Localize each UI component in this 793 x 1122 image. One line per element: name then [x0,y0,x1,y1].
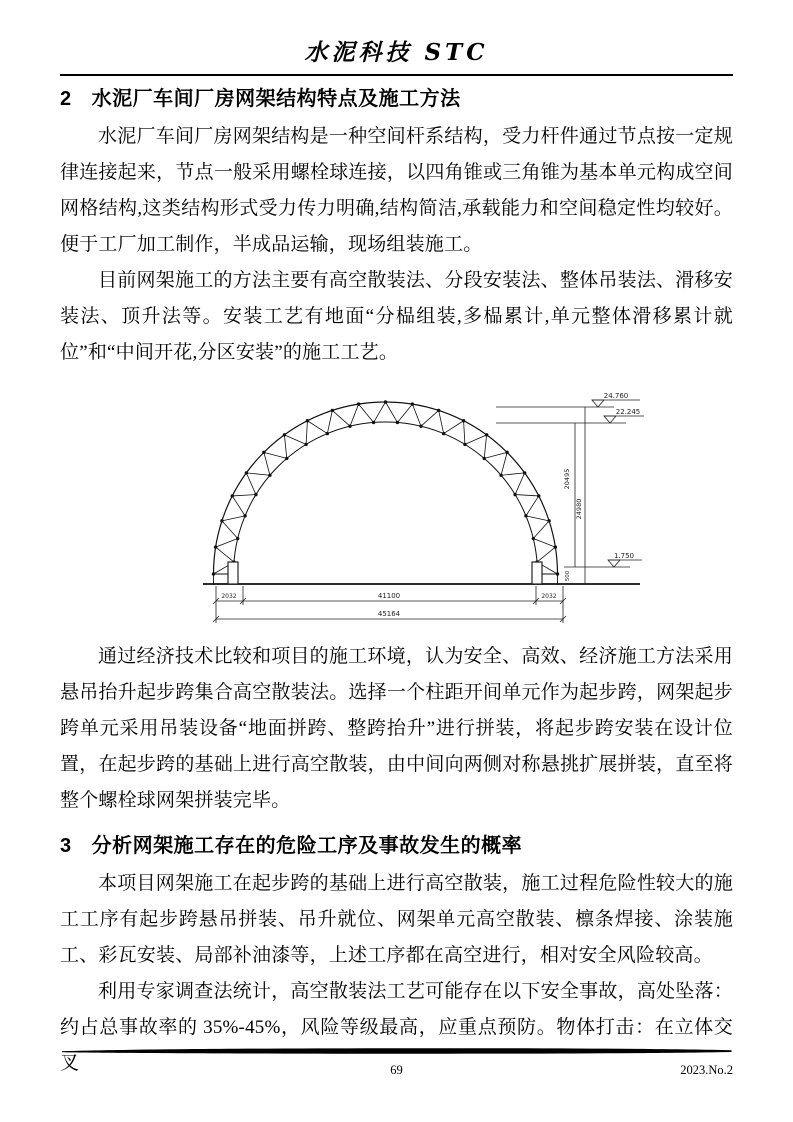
dim-elevation-mid: 22.245 [615,408,641,416]
paragraph-method-selection: 通过经济技术比较和项目的施工环境，认为安全、高效、经济施工方法采用悬吊抬升起步跨集合高空散装法。选择一个柱距开间单元作为起步跨，网架起步跨单元采用吊装设备“地面拼跨、整跨抬升”进行拼装，将起步跨安装在设计位置，在起步跨的基础上进行高空散装，由中间向两侧对称悬挑扩展拼装，直至将整个螺栓球网架拼装完毕。 [60,646,733,811]
arch-truss-svg [178,379,648,631]
paragraph-accident-statistics: 利用专家调查法统计，高空散装法工艺可能存在以下安全事故，高处坠落：约占总事故率的 35%-45%，风险等级最高，应重点预防。物体打击：在立体交叉 [60,981,733,1074]
dim-elevation-top: 24.760 [603,392,629,400]
dim-vertical-mid: 20495 [563,468,571,490]
footer-row [60,1063,733,1078]
page-number: 69 [390,1063,403,1077]
section-title: 分析网架施工存在的危险工序及事故发生的概率 [91,835,523,857]
section-number: 2 [60,88,72,110]
paragraph-risk-processes: 本项目网架施工在起步跨的基础上进行高空散装，施工过程危险性较大的施工工序有起步跨悬吊拼装、吊升就位、网架单元高空散装、檩条焊接、涂装施工、彩瓦安装、局部补油漆等，上述工序都在高空进行，相对安全风险较高。 [60,873,733,966]
arch-truss-diagram [212,400,559,585]
footer-spacer [60,1063,284,1078]
left-support-column [228,562,238,584]
dim-vertical-small: 500 [565,570,571,582]
paragraph-structure-features: 水泥厂车间厂房网架结构是一种空间杆系结构，受力杆件通过节点按一定规律连接起来，节点一般采用螺栓球连接，以四角锥或三角锥为基本单元构成空间网格结构,这类结构形式受力传力明确,结构简洁,承载能力和空间稳定性均较好。便于工厂加工制作，半成品运输，现场组装施工。 [60,126,733,255]
dim-elevation-base: 1.750 [613,552,635,560]
section-heading-2 [60,82,733,111]
issue-label: 2023.No.2 [680,1063,733,1077]
section-number: 3 [60,835,72,857]
footer-rule [60,1047,733,1055]
dim-span-total: 45164 [377,610,401,618]
dim-span-right: 2032 [541,593,557,600]
right-support-column [532,562,542,584]
header-rule [60,74,733,76]
arch-truss-figure [178,379,648,631]
page-footer [60,1042,733,1078]
paragraph-construction-methods: 目前网架施工的方法主要有高空散装法、分段安装法、整体吊装法、滑移安装法、顶升法等。安装工艺有地面“分榀组装,多榀累计,单元整体滑移累计就位”和“中间开花,分区安装”的施工工艺。 [60,270,733,363]
section-title: 水泥厂车间厂房网架结构特点及施工方法 [91,88,461,110]
dim-vertical-total: 24980 [575,498,583,520]
journal-title: 水泥科技 STC [304,39,489,66]
dim-span-center: 41100 [377,592,401,600]
dim-span-left: 2032 [221,593,237,600]
section-heading-3 [60,829,733,858]
